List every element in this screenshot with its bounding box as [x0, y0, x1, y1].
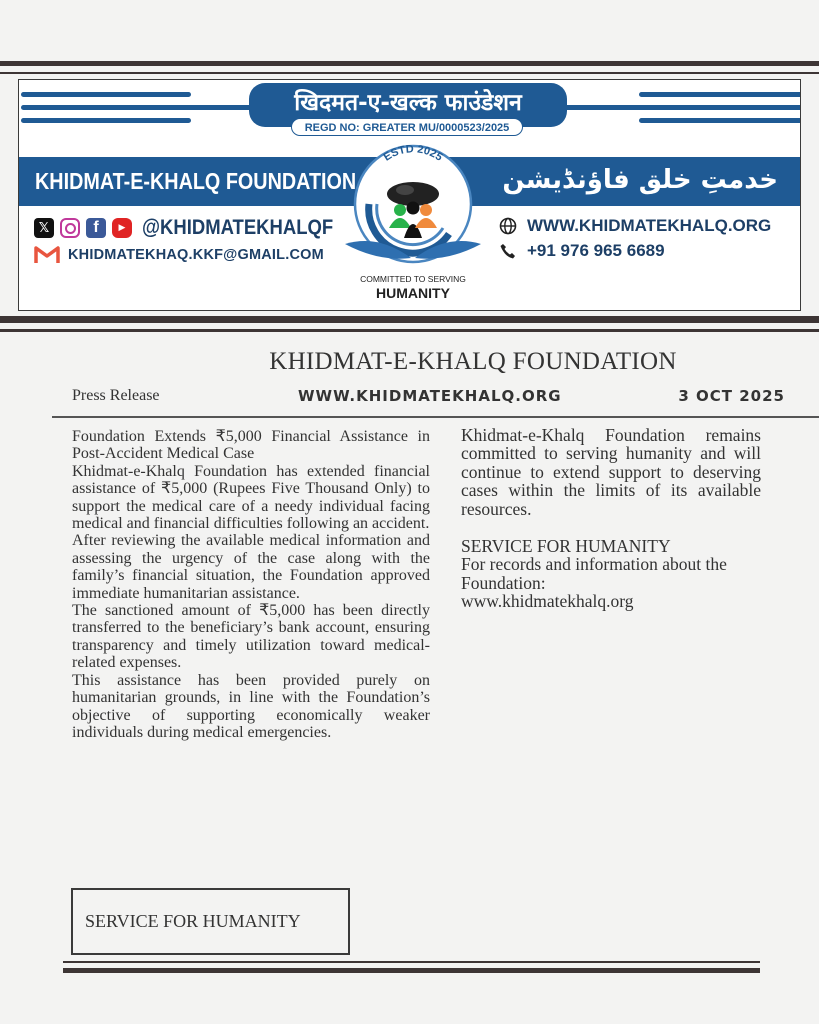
decor-line	[639, 118, 801, 123]
press-website[interactable]: WWW.KHIDMATEKHALQ.ORG	[298, 387, 562, 405]
english-title: KHIDMAT-E-KHALQ FOUNDATION	[35, 168, 357, 194]
youtube-icon[interactable]: ▶	[112, 218, 132, 238]
email-address[interactable]: KHIDMATEKHAQ.KKF@GMAIL.COM	[68, 247, 324, 263]
closing-paragraph: Khidmat-e-Khalq Foundation remains committed to serving humanity and will continue to extend support to deserving cases within the limits of its available resources.	[461, 425, 761, 519]
email-row	[34, 246, 324, 264]
body-left-column	[72, 428, 430, 741]
press-release-label: Press Release	[72, 387, 160, 404]
decor-line	[639, 92, 801, 97]
top-rule-thick	[0, 61, 819, 66]
facebook-icon[interactable]: f	[86, 218, 106, 238]
top-rule-thin	[0, 72, 819, 74]
hindi-title: खिदमत-ए-खल्क फाउंडेशन	[249, 83, 567, 127]
header-website[interactable]: WWW.KHIDMATEKHALQ.ORG	[527, 216, 772, 235]
globe-icon	[499, 217, 517, 235]
article-paragraph: Khidmat-e-Khalq Foundation has extended financial assistance of ₹5,000 (Rupees Five Thousand Only) to support the medical care of a needy individual facing medical and financial difficulties following an accident.	[72, 462, 430, 533]
x-icon[interactable]: 𝕏	[34, 218, 54, 238]
service-heading: SERVICE FOR HUMANITY	[461, 536, 671, 557]
registration-number: REGD NO: GREATER MU/0000523/2025	[291, 118, 523, 136]
phone-icon	[499, 242, 517, 260]
social-handle[interactable]: @KHIDMATEKHALQF	[142, 216, 334, 239]
footer-url[interactable]: www.khidmatekhalq.org	[461, 591, 634, 612]
urdu-title: خدمتِ خلق فاؤنڈیشن	[502, 165, 778, 195]
article-paragraph: This assistance has been provided purely on humanitarian grounds, in line with the Foundation’s objective of supporting economically weaker individuals during medical emergencies.	[72, 671, 430, 741]
logo-emblem-icon	[339, 138, 487, 278]
decor-line	[559, 105, 801, 110]
header-banner	[18, 79, 801, 311]
press-date: 3 OCT 2025	[678, 387, 785, 405]
decor-line	[21, 118, 191, 123]
phone-row	[499, 241, 665, 261]
social-links	[34, 216, 359, 240]
decor-line	[21, 105, 261, 110]
press-divider	[52, 416, 819, 418]
foundation-logo	[339, 138, 487, 308]
service-box: SERVICE FOR HUMANITY	[71, 888, 350, 955]
logo-tagline: COMMITTED TO SERVING	[360, 274, 466, 284]
decor-line	[21, 92, 191, 97]
header-rule-thick	[0, 316, 819, 323]
body-right-column	[461, 426, 761, 611]
article-paragraph: The sanctioned amount of ₹5,000 has been directly transferred to the beneficiary’s bank account, ensuring transparency and timely utilization toward medical-related expenses.	[72, 602, 430, 672]
website-row	[499, 216, 771, 236]
gmail-icon	[34, 246, 60, 264]
header-phone[interactable]: +91 976 965 6689	[527, 241, 665, 260]
instagram-icon[interactable]	[60, 218, 80, 238]
article-paragraph: After reviewing the available medical information and assessing the urgency of the case along with the family’s financial situation, the Foundation approved immediate humanitarian assistance.	[72, 532, 430, 602]
info-line: For records and information about the Foundation:	[461, 554, 727, 593]
footer-rule-thin	[63, 961, 760, 963]
article-headline: Foundation Extends ₹5,000 Financial Assistance in Post-Accident Medical Case	[72, 428, 430, 463]
logo-tagline-bold: HUMANITY	[376, 285, 450, 301]
footer-rule-thick	[63, 968, 760, 973]
press-title: KHIDMAT-E-KHALQ FOUNDATION	[269, 348, 677, 375]
svg-text:ESTD 2025: ESTD 2025	[381, 143, 445, 164]
header-rule-thin	[0, 329, 819, 332]
